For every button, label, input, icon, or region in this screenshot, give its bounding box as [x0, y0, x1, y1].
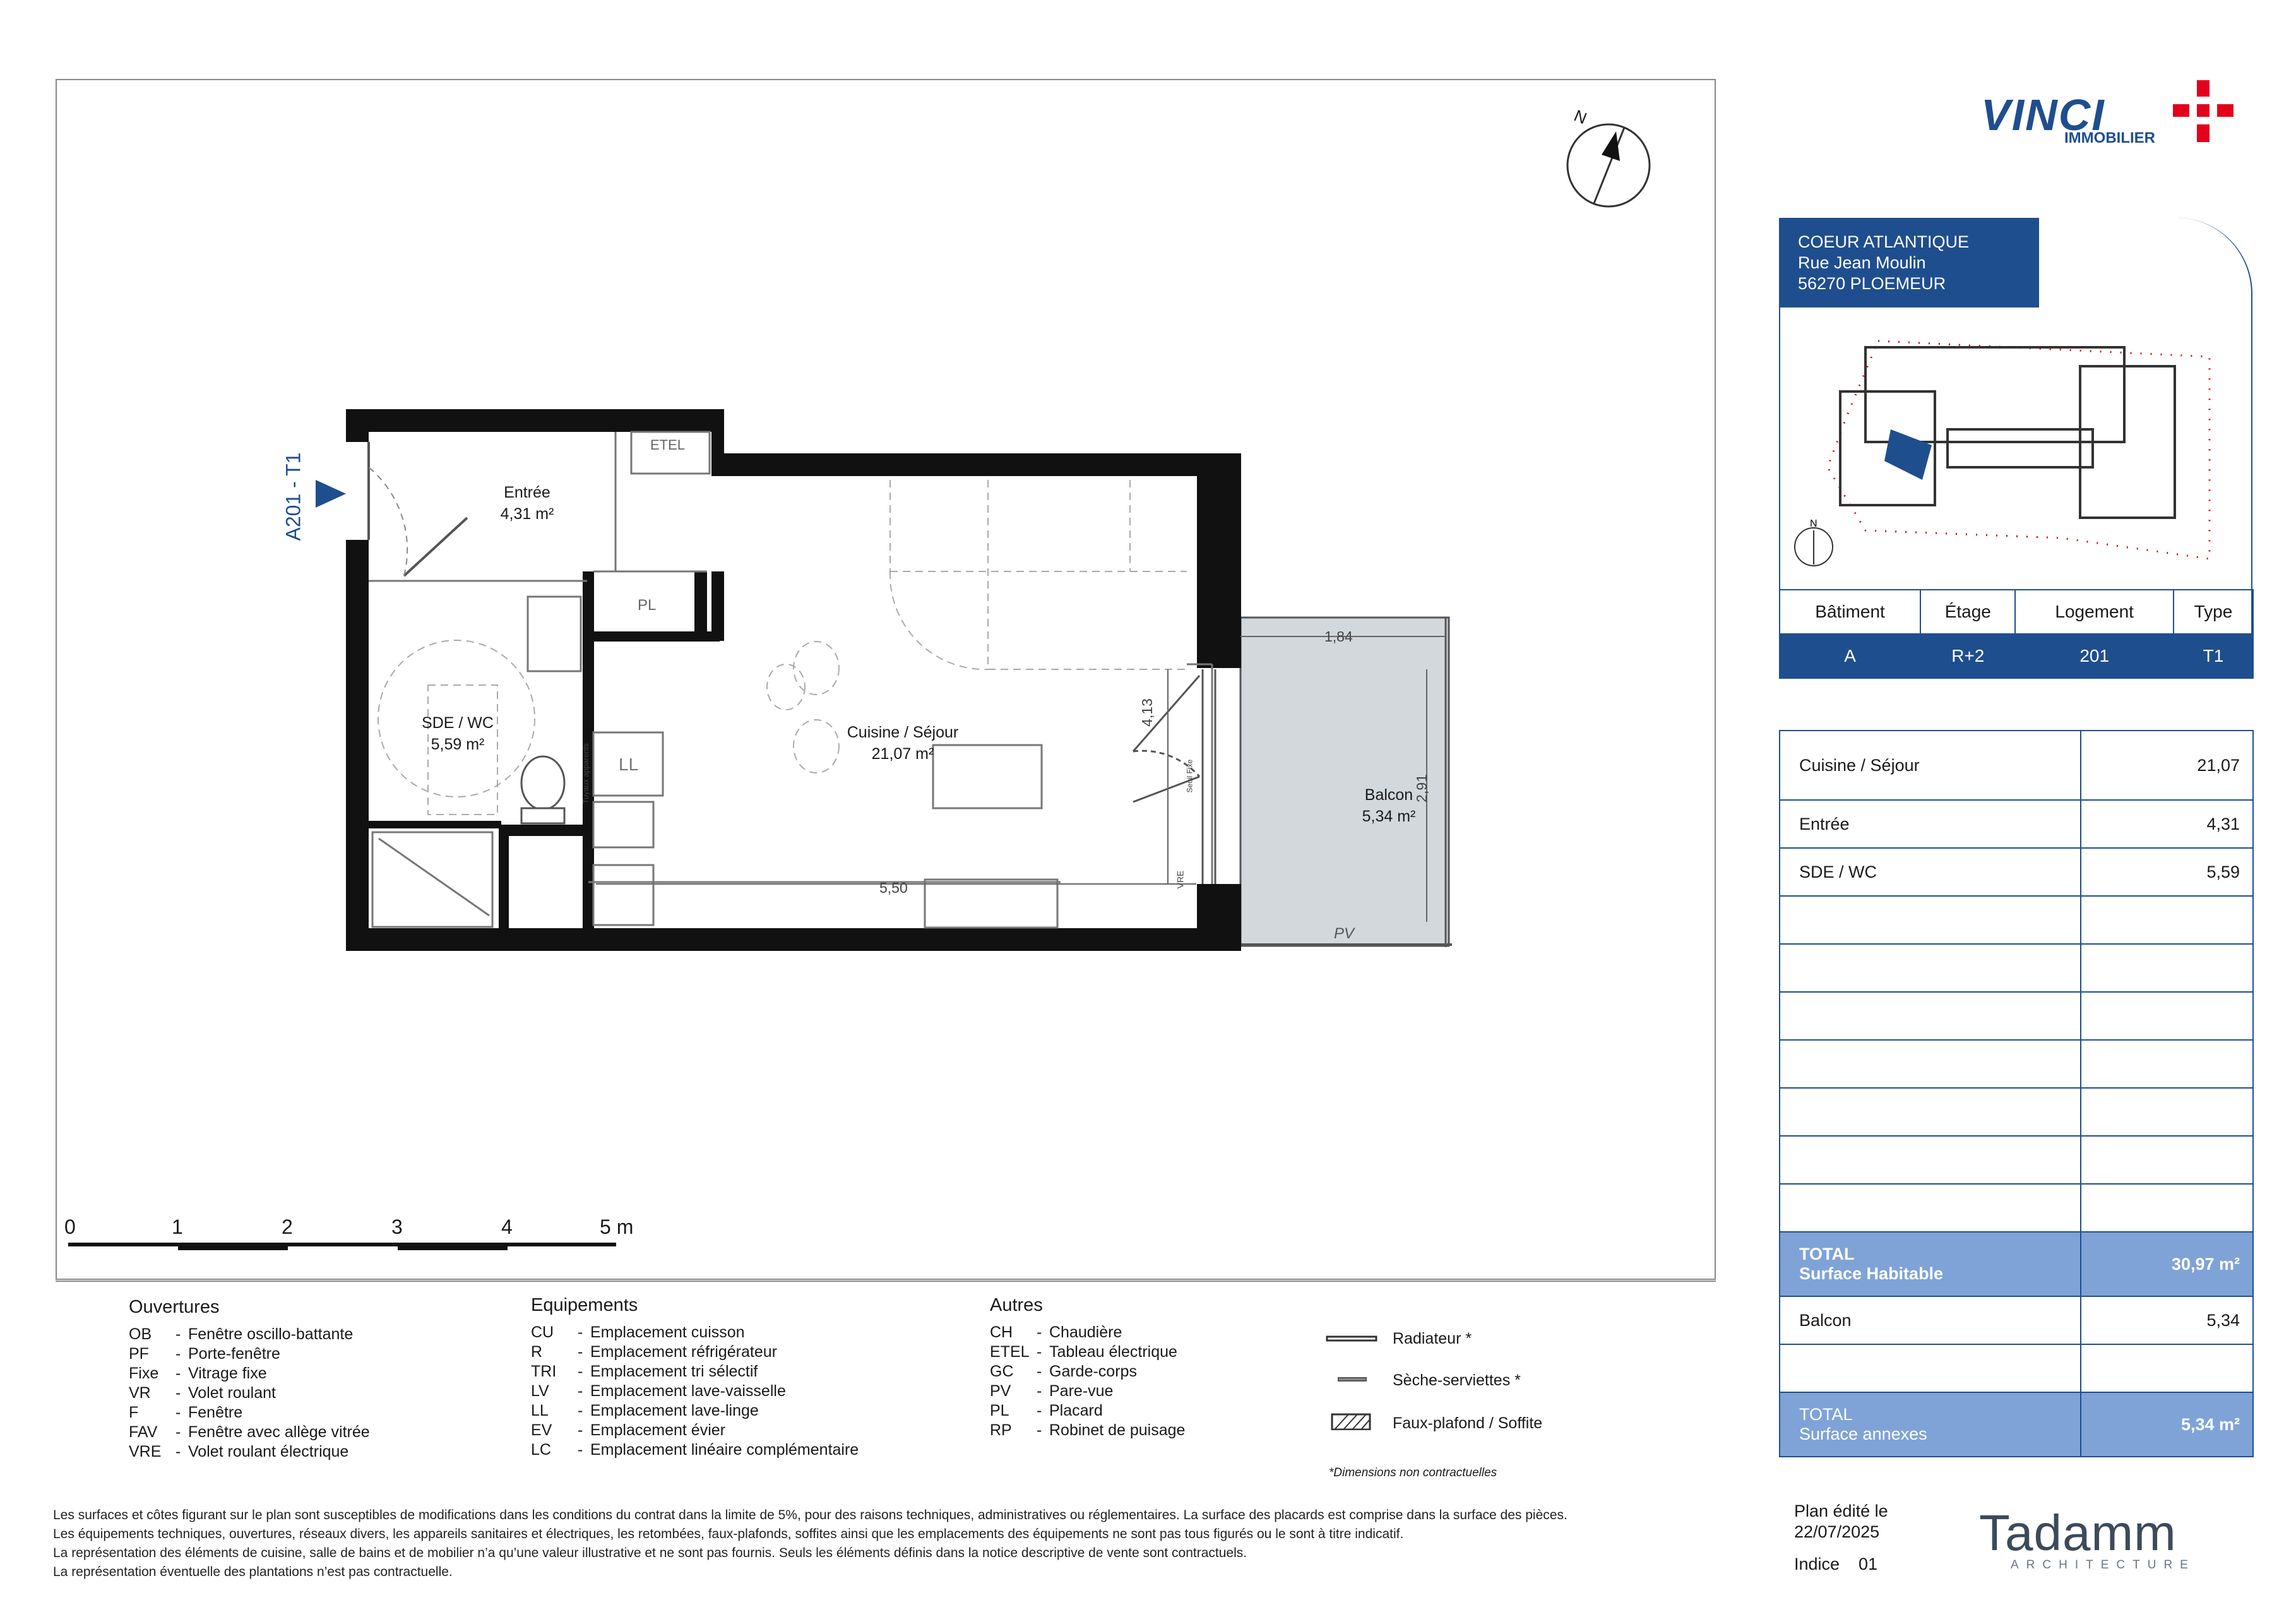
legend-abbr: EV: [531, 1421, 552, 1439]
legend-item: [129, 1344, 370, 1364]
legend-abbr: F: [129, 1404, 139, 1421]
scale-tick: 5 m: [600, 1215, 634, 1238]
info-header: Bâtiment: [1780, 590, 1920, 634]
legend-abbr: LL: [531, 1402, 549, 1419]
total-annexes-label1: TOTAL: [1799, 1405, 1853, 1424]
total-annexes-label2: Surface annexes: [1799, 1424, 1927, 1443]
total-habitable-label2: Surface Habitable: [1799, 1264, 1944, 1283]
room-sde: [410, 712, 505, 755]
label-pl: PL: [638, 597, 657, 614]
legend-item: [990, 1421, 1185, 1440]
legend-label: Emplacement évier: [590, 1421, 725, 1439]
total-habitable-label: [1780, 1232, 2081, 1296]
annex-label: Balcon: [1780, 1296, 2081, 1344]
legend-item: [990, 1323, 1185, 1342]
legend-abbr: RP: [990, 1421, 1012, 1439]
legend-item: [531, 1421, 859, 1440]
legend-sep: -: [175, 1384, 181, 1402]
annex-value: 5,34: [2081, 1296, 2253, 1344]
legend-sep: -: [175, 1345, 181, 1363]
svg-text:N: N: [1810, 518, 1817, 529]
info-value: R+2: [1920, 634, 2015, 678]
legend-sep: -: [1037, 1343, 1042, 1361]
legend-faux: Faux-plafond / Soffite: [1393, 1414, 1543, 1432]
legend-symbols: [1326, 1329, 1383, 1430]
scale-bar: [68, 1243, 616, 1250]
legend-item: [531, 1323, 859, 1342]
surface-label: SDE / WC: [1780, 848, 2081, 896]
info-header: Étage: [1920, 590, 2015, 634]
legend-sep: -: [1037, 1382, 1042, 1400]
room-cuisine-name: Cuisine / Séjour: [847, 724, 959, 741]
vinci-sub: IMMOBILIER: [2064, 129, 2155, 146]
label-etel: ETEL: [650, 437, 686, 453]
surface-label: Entrée: [1780, 800, 2081, 848]
surface-label: Cuisine / Séjour: [1780, 731, 2081, 800]
disclaimer-line: La représentation éventuelle des plantations n’est pas contractuelle.: [53, 1565, 453, 1579]
room-entree-name: Entrée: [504, 484, 550, 501]
legend-label: Tableau électrique: [1049, 1343, 1177, 1361]
room-sde-name: SDE / WC: [422, 714, 494, 732]
scale-tick: 0: [64, 1215, 76, 1238]
project-name: COEUR ATLANTIQUE: [1798, 232, 1970, 251]
scale-tick: 3: [391, 1215, 403, 1238]
legend-label: Placard: [1049, 1402, 1103, 1419]
plan-indice: Indice 01: [1794, 1555, 1878, 1573]
disclaimer-line: La représentation des éléments de cuisine, salle de bains et de mobilier n’a qu’une valeur illustrative et ne sont pas fournis. Seuls les éléments définis dans la notice descriptive de vente sont contractuels.: [53, 1546, 1247, 1560]
project-address: [1779, 218, 2039, 307]
total-annexes-label: [1780, 1392, 2081, 1457]
room-entree: [492, 482, 562, 525]
label-ll: LL: [619, 755, 639, 774]
legend-label: Robinet de puisage: [1049, 1421, 1186, 1439]
total-annexes-value: 5,34 m²: [2081, 1392, 2253, 1457]
legend-sep: -: [578, 1363, 583, 1380]
legend-abbr: TRI: [531, 1363, 557, 1380]
legend-item: [990, 1401, 1185, 1421]
legend-abbr: OB: [129, 1325, 152, 1343]
legend-title: Equipements: [531, 1295, 638, 1315]
legend-item: [129, 1325, 370, 1344]
legend-autres: [990, 1296, 1185, 1440]
room-sde-area: 5,59 m²: [431, 736, 485, 753]
legend-item: [990, 1362, 1185, 1382]
walls: [346, 409, 1241, 951]
legend-item: [531, 1362, 859, 1382]
legend-radiateur: Radiateur *: [1393, 1330, 1472, 1347]
legend-item: [129, 1364, 370, 1383]
legend-item: [129, 1423, 370, 1442]
legend-equipements: [531, 1296, 859, 1460]
project-city: 56270 PLOEMEUR: [1798, 274, 1946, 293]
label-vre: VRE: [1175, 870, 1186, 889]
legend-title: Ouvertures: [129, 1297, 220, 1317]
disclaimer: [53, 1506, 1720, 1582]
dim-1-84: 1,84: [1324, 628, 1353, 645]
north-label: N: [1571, 105, 1590, 128]
legend-item: [990, 1382, 1185, 1401]
label-gaines: Tuyaux apparents: [581, 743, 590, 804]
legend-sep: -: [1037, 1421, 1042, 1439]
plan-edited-label: Plan édité le: [1794, 1502, 1888, 1520]
legend-label: Chaudière: [1049, 1323, 1122, 1341]
apartment-tag: A201 - T1: [282, 452, 305, 541]
plan-date: [1794, 1501, 1888, 1543]
surface-value: 5,59: [2081, 848, 2253, 896]
legend-sep: -: [175, 1423, 181, 1441]
vinci-logo: VINCI: [1981, 90, 2105, 140]
legend-ouvertures: [129, 1298, 370, 1462]
legend-sep: -: [175, 1404, 181, 1421]
legend-label: Emplacement tri sélectif: [590, 1363, 758, 1380]
legend-abbr: CH: [990, 1323, 1013, 1341]
legend-label: Porte-fenêtre: [188, 1345, 280, 1363]
legend-sep: -: [175, 1325, 181, 1343]
legend-sep: -: [578, 1382, 583, 1400]
legend-title: Autres: [990, 1295, 1043, 1315]
legend-abbr: PF: [129, 1345, 149, 1363]
info-value: 201: [2015, 634, 2173, 678]
legend-sep: -: [1037, 1323, 1042, 1341]
legend-sep: -: [578, 1421, 583, 1439]
legend-abbr: GC: [990, 1363, 1014, 1380]
room-cuisine-area: 21,07 m²: [871, 745, 934, 763]
info-header: Logement: [2015, 590, 2173, 634]
architect-logo: Tadamm: [1979, 1505, 2177, 1561]
total-habitable-value: 30,97 m²: [2081, 1232, 2253, 1296]
legend-abbr: VR: [129, 1384, 151, 1402]
project-street: Rue Jean Moulin: [1798, 253, 1926, 272]
legend-sep: -: [175, 1443, 181, 1460]
legend-label: Fenêtre: [188, 1404, 243, 1421]
legend-sep: -: [578, 1441, 583, 1459]
scale-tick: 1: [172, 1215, 183, 1238]
info-table: [1779, 589, 2254, 679]
surface-value: 4,31: [2081, 800, 2253, 848]
info-value: A: [1780, 634, 1920, 678]
legend-sep: -: [1037, 1402, 1042, 1419]
legend-sep: -: [578, 1343, 583, 1361]
legend-item: [129, 1383, 370, 1403]
plan-date-value: 22/07/2025: [1794, 1522, 1880, 1541]
legend-abbr: PV: [990, 1382, 1011, 1400]
legend-sep: -: [578, 1323, 583, 1341]
info-value: T1: [2174, 634, 2253, 678]
legend-label: Garde-corps: [1049, 1363, 1137, 1380]
scale-tick: 2: [282, 1215, 293, 1238]
legend-label: Fenêtre avec allège vitrée: [188, 1423, 370, 1441]
dim-2-91: 2,91: [1413, 774, 1430, 803]
legend-item: [531, 1440, 859, 1460]
vinci-cross-icon: [2172, 79, 2235, 148]
room-balcon-name: Balcon: [1364, 786, 1413, 804]
room-balcon-area: 5,34 m²: [1362, 808, 1416, 825]
legend-item: [531, 1401, 859, 1421]
info-header: Type: [2174, 590, 2253, 634]
legend-abbr: PL: [990, 1402, 1009, 1419]
disclaimer-line: Les équipements techniques, ouvertures, réseaux divers, les appareils sanitaires et électriques, les retombées, faux-plafonds, soffites ainsi que les emplacements des équipements ne sont pas tous figurés ou le sont à titre indicatif.: [53, 1527, 1404, 1541]
legend-abbr: LV: [531, 1382, 549, 1400]
legend-item: [129, 1442, 370, 1462]
legend-abbr: R: [531, 1343, 543, 1361]
legend-label: Volet roulant électrique: [188, 1443, 349, 1460]
key-plan: [1790, 328, 2232, 568]
legend-label: Emplacement lave-linge: [590, 1402, 759, 1419]
legend-abbr: VRE: [129, 1443, 162, 1460]
legend-abbr: Fixe: [129, 1364, 159, 1382]
legend-label: Volet roulant: [188, 1384, 276, 1402]
dim-4-13: 4,13: [1138, 698, 1155, 727]
architect-sub: ARCHITECTURE: [2011, 1558, 2196, 1572]
legend-item: [531, 1342, 859, 1362]
label-pv: PV: [1334, 925, 1355, 942]
legend-seche: Sèche-serviettes *: [1393, 1371, 1521, 1389]
total-habitable-label1: TOTAL: [1799, 1245, 1855, 1263]
legend-sep: -: [175, 1364, 181, 1382]
legend-abbr: LC: [531, 1441, 551, 1459]
dim-5-50: 5,50: [879, 880, 908, 896]
legend-sep: -: [1037, 1363, 1042, 1380]
legend-item: [990, 1342, 1185, 1362]
legend-label: Emplacement linéaire complémentaire: [590, 1441, 859, 1459]
surface-value: 21,07: [2081, 731, 2253, 800]
legend-label: Vitrage fixe: [188, 1364, 267, 1382]
room-entree-area: 4,31 m²: [500, 505, 554, 523]
disclaimer-line: Les surfaces et côtes figurant sur le plan sont susceptibles de modifications dans les conditions du contrat dans la limite de 5%, pour des raisons techniques, administratives ou réglementaires. La surface des placards est comprise dans la surface des pièces.: [53, 1508, 1567, 1522]
room-cuisine: [830, 722, 975, 765]
legend-note: *Dimensions non contractuelles: [1329, 1466, 1497, 1479]
legend-abbr: ETEL: [990, 1343, 1030, 1361]
legend-label: Pare-vue: [1049, 1382, 1114, 1400]
legend-label: Emplacement cuisson: [590, 1323, 745, 1341]
legend-abbr: FAV: [129, 1423, 158, 1441]
legend-abbr: CU: [531, 1323, 554, 1341]
legend-label: Emplacement lave-vaisselle: [590, 1382, 786, 1400]
label-fixe: Seuil Fixe: [1185, 759, 1194, 793]
legend-label: Emplacement réfrigérateur: [590, 1343, 777, 1361]
surfaces-table: [1779, 730, 2254, 1457]
legend-item: [531, 1382, 859, 1401]
legend-label: Fenêtre oscillo-battante: [188, 1325, 354, 1343]
scale-tick: 4: [501, 1215, 513, 1238]
legend-item: [129, 1403, 370, 1423]
legend-sep: -: [578, 1402, 583, 1419]
